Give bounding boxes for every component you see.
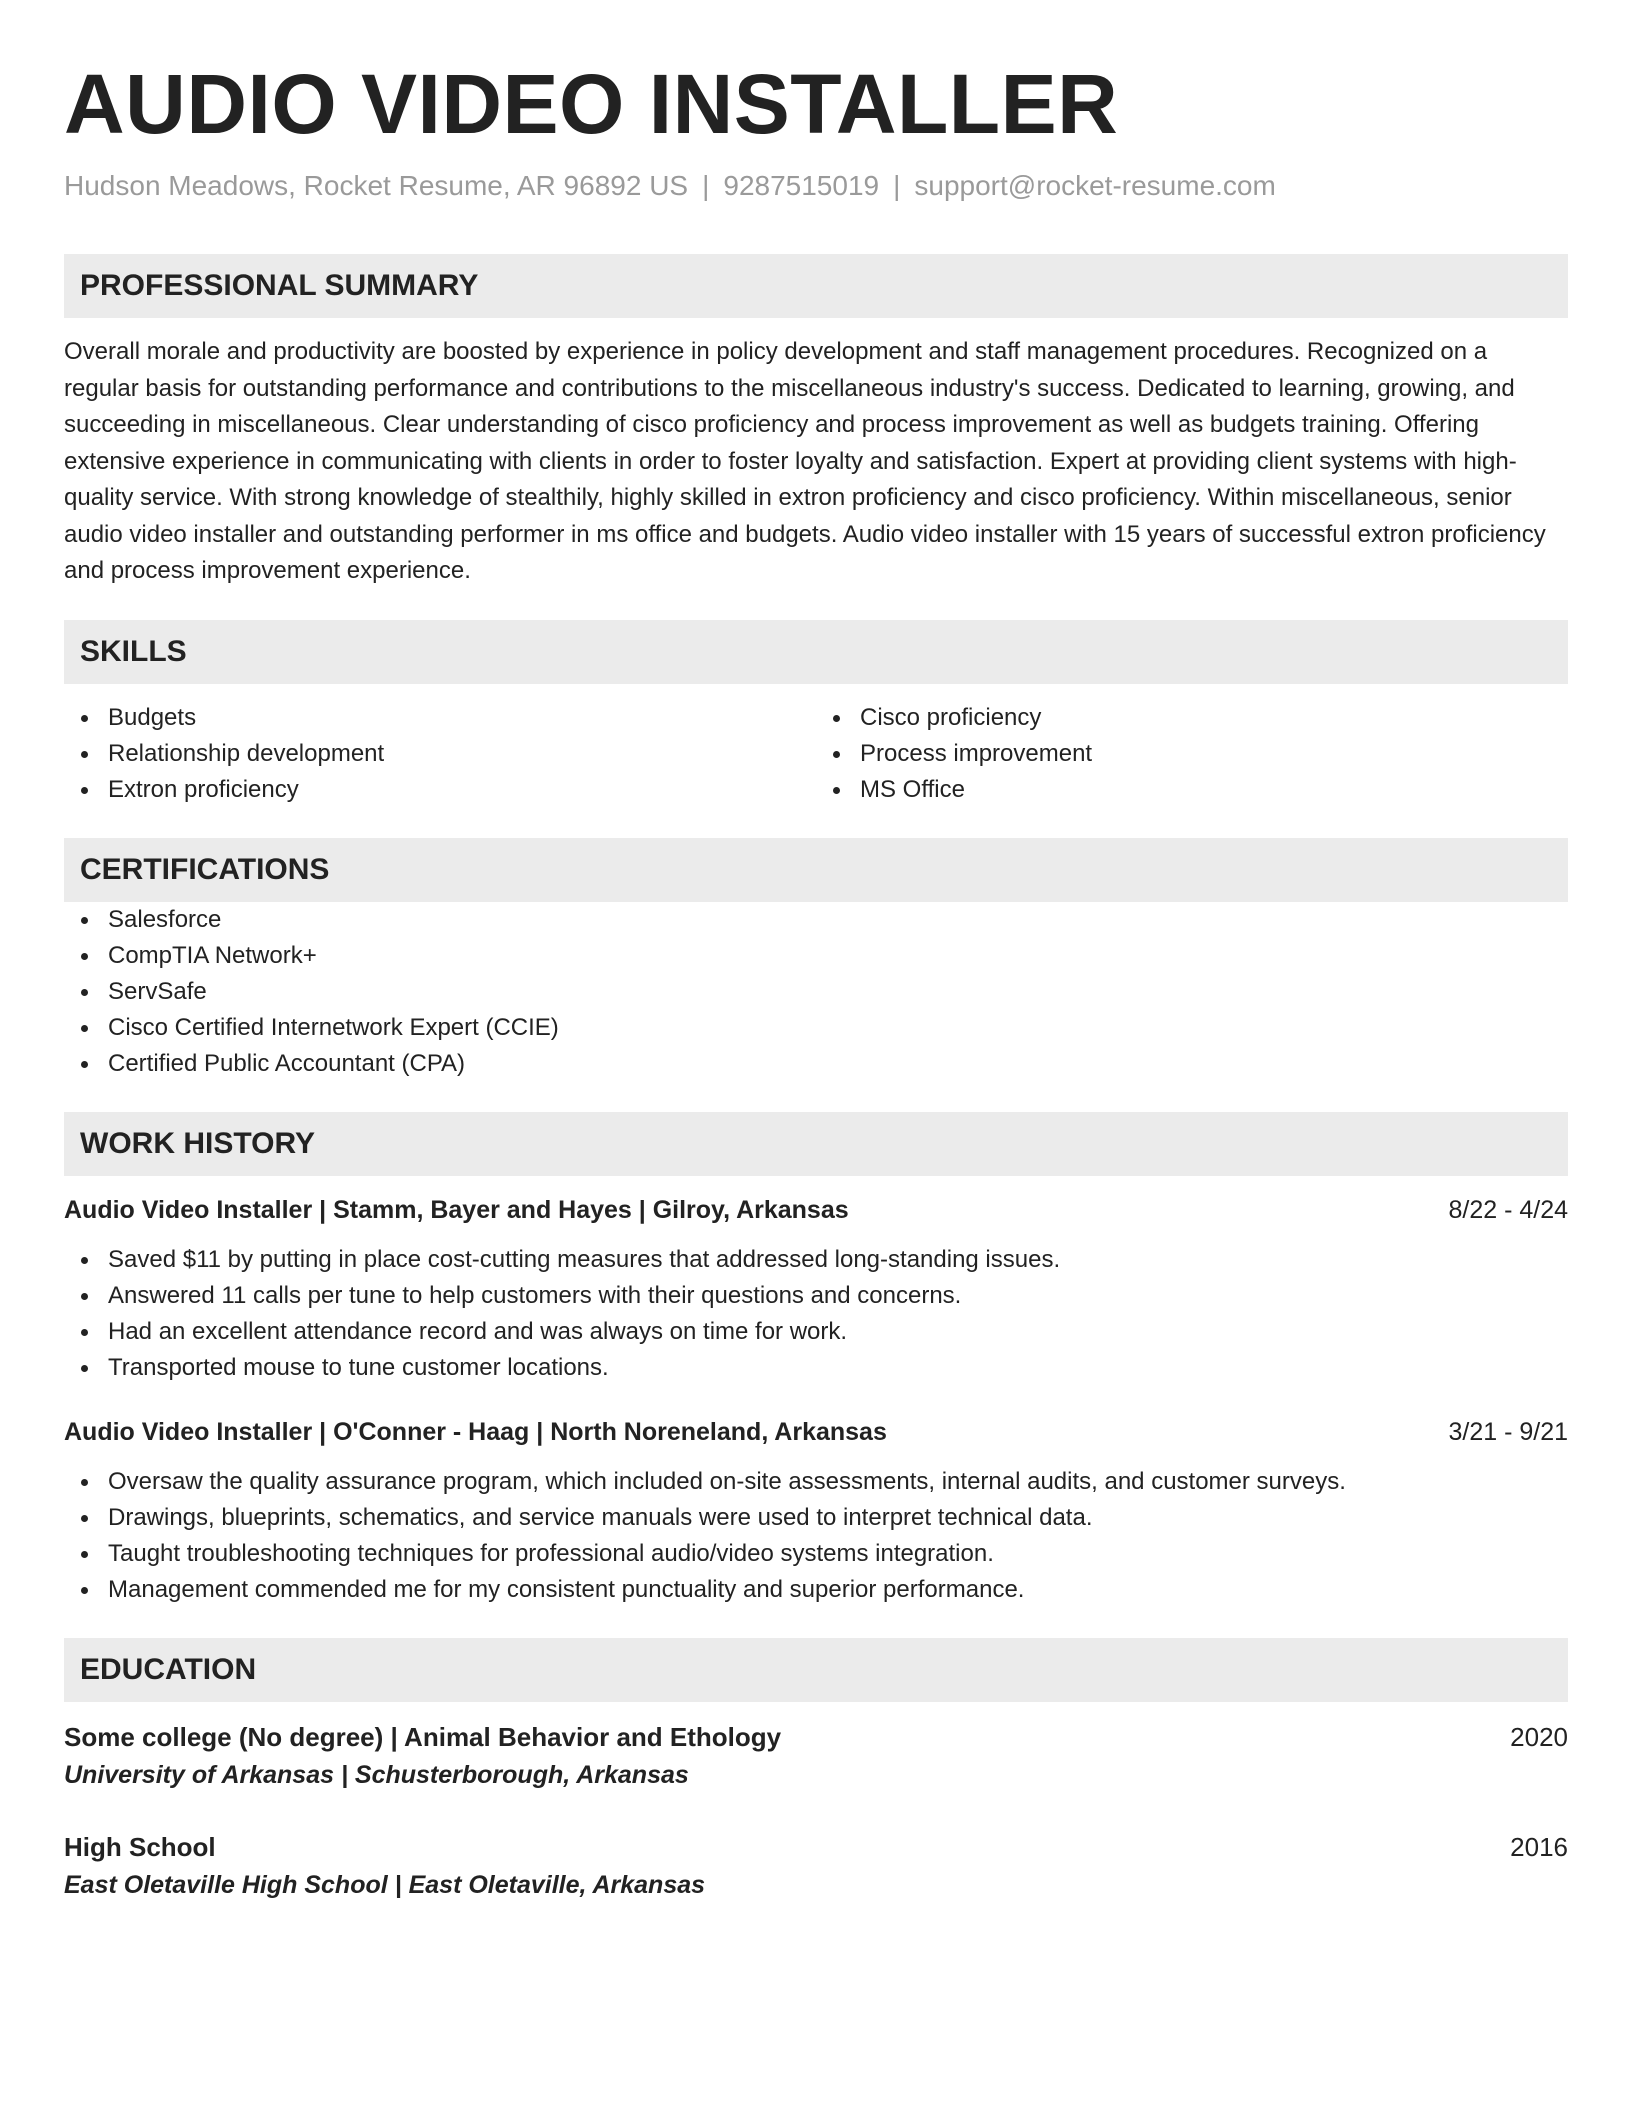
job-dates: 8/22 - 4/24 — [1448, 1195, 1568, 1224]
section-header-certifications: CERTIFICATIONS — [64, 838, 1568, 902]
job-bullet: Management commended me for my consistent punctuality and superior performance. — [108, 1572, 1568, 1608]
summary-text: Overall morale and productivity are boosted by experience in policy development and staff management procedures. Recognized on a regular basis for outstanding performance and contributions to the miscellaneous industry's success. Dedicated to learning, growing, and succeeding in miscellaneous. Clear understanding of cisco proficiency and process improvement as well as budgets training. Offering extensive experience in communicating with clients in order to foster loyalty and satisfaction. Expert at providing client systems with high-quality service. With strong knowledge of stealthily, highly skilled in extron proficiency and cisco proficiency. Within miscellaneous, senior audio video installer and outstanding performer in ms office and budgets. Audio video installer with 15 years of successful extron proficiency and process improvement experience. — [64, 338, 1546, 584]
skill-item: Extron proficiency — [108, 772, 816, 808]
certification-item: ServSafe — [108, 974, 1568, 1010]
job-bullet: Transported mouse to tune customer locations. — [108, 1350, 1568, 1386]
skill-item: Process improvement — [860, 736, 1568, 772]
skills-column-left — [64, 700, 816, 808]
section-header-skills: SKILLS — [64, 620, 1568, 684]
job-title: Audio Video Installer | Stamm, Bayer and Hayes | Gilroy, Arkansas — [64, 1195, 849, 1224]
job-bullet: Answered 11 calls per tune to help customers with their questions and concerns. — [108, 1278, 1568, 1314]
education-school: East Oletaville High School | East Oletaville, Arkansas — [64, 1870, 706, 1899]
education-degree: Some college (No degree) | Animal Behavior and Ethology — [64, 1721, 782, 1752]
job-dates: 3/21 - 9/21 — [1448, 1417, 1568, 1446]
contact-separator: | — [893, 170, 901, 201]
education-school: University of Arkansas | Schusterborough, Arkansas — [64, 1760, 689, 1789]
section-header-summary: PROFESSIONAL SUMMARY — [64, 254, 1568, 318]
skills-column-right — [816, 700, 1568, 808]
certification-item: Certified Public Accountant (CPA) — [108, 1046, 1568, 1082]
education-year: 2016 — [1510, 1831, 1568, 1862]
job-bullet: Oversaw the quality assurance program, which included on-site assessments, internal audits, and customer surveys. — [108, 1464, 1568, 1500]
certification-item: Salesforce — [108, 902, 1568, 938]
contact-phone: 9287515019 — [723, 170, 880, 201]
education-header — [64, 1718, 1568, 1756]
education-entry — [64, 1718, 1568, 1794]
job-bullet: Drawings, blueprints, schematics, and service manuals were used to interpret technical data. — [108, 1500, 1568, 1536]
education-degree: High School — [64, 1831, 216, 1862]
education-header — [64, 1828, 1568, 1866]
certifications-list — [64, 902, 1568, 1082]
certification-item: CompTIA Network+ — [108, 938, 1568, 974]
contact-address: Hudson Meadows, Rocket Resume, AR 96892 US — [64, 170, 689, 201]
skill-item: Budgets — [108, 700, 816, 736]
job-title: Audio Video Installer | O'Conner - Haag | North Noreneland, Arkansas — [64, 1417, 887, 1446]
job-bullet: Had an excellent attendance record and was always on time for work. — [108, 1314, 1568, 1350]
section-header-work-history: WORK HISTORY — [64, 1112, 1568, 1176]
contact-email: support@rocket-resume.com — [914, 170, 1276, 201]
education-year: 2020 — [1510, 1721, 1568, 1752]
contact-separator: | — [702, 170, 710, 201]
job-bullets — [64, 1242, 1568, 1386]
job-header — [64, 1414, 1568, 1450]
job-bullet: Saved $11 by putting in place cost-cutting measures that addressed long-standing issues. — [108, 1242, 1568, 1278]
skill-item: Relationship development — [108, 736, 816, 772]
contact-line — [64, 168, 1568, 204]
skills-grid — [64, 700, 1568, 808]
education-entry — [64, 1828, 1568, 1904]
job-bullet: Taught troubleshooting techniques for professional audio/video systems integration. — [108, 1536, 1568, 1572]
skill-item: MS Office — [860, 772, 1568, 808]
job-entry — [64, 1192, 1568, 1386]
section-header-education: EDUCATION — [64, 1638, 1568, 1702]
skill-item: Cisco proficiency — [860, 700, 1568, 736]
job-header — [64, 1192, 1568, 1228]
candidate-name: AUDIO VIDEO INSTALLER — [64, 57, 1119, 151]
certification-item: Cisco Certified Internetwork Expert (CCIE) — [108, 1010, 1568, 1046]
job-bullets — [64, 1464, 1568, 1608]
job-entry — [64, 1414, 1568, 1608]
